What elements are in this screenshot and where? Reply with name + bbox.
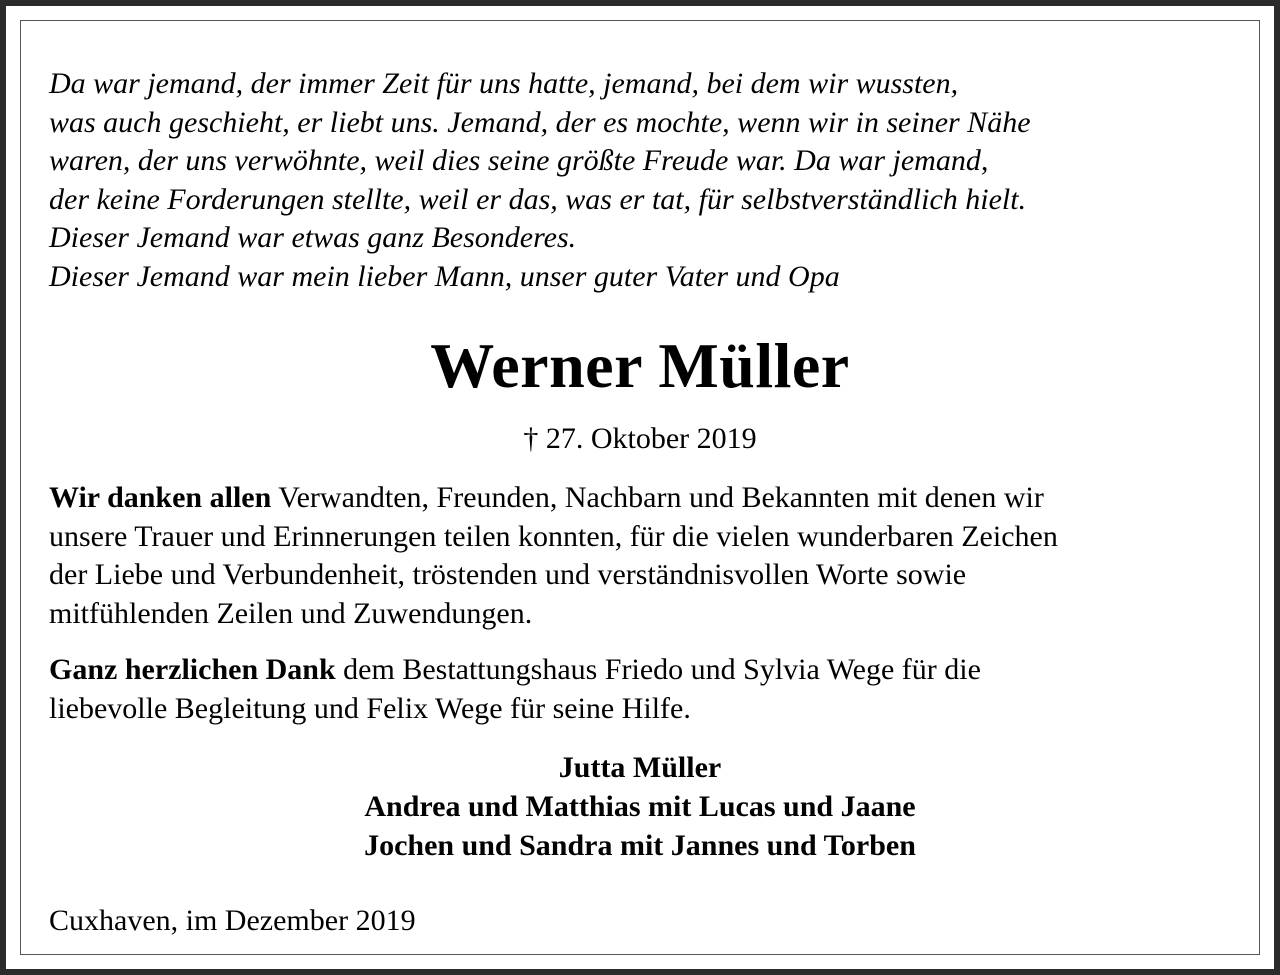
- thanks-line: [49, 479, 1058, 518]
- poem-line: Dieser Jemand war etwas ganz Besonderes.: [49, 221, 577, 254]
- thanks-line: mitfühlenden Zeilen und Zuwendungen.: [49, 596, 533, 630]
- thanks-text: Verwandten, Freunden, Nachbarn und Bekannten mit denen wir: [271, 481, 1044, 514]
- thanks-lead: Ganz herzlichen Dank: [49, 653, 336, 686]
- deceased-name: Werner Müller: [430, 330, 850, 401]
- place-and-date: Cuxhaven, im Dezember 2019: [49, 904, 416, 937]
- thanks-lead: Wir danken allen: [49, 481, 272, 514]
- thanks-paragraph: [49, 479, 1058, 633]
- funeral-home-thanks: [49, 651, 981, 728]
- mourner-line: Andrea und Matthias mit Lucas und Jaane: [364, 790, 916, 823]
- mourners-list: [21, 748, 1259, 865]
- poem-line: Dieser Jemand war mein lieber Mann, unser guter Vater und Opa: [49, 259, 840, 293]
- thanks-text: dem Bestattungshaus Friedo und Sylvia Wege für die: [335, 653, 981, 686]
- poem-line: was auch geschieht, er liebt uns. Jemand, der es mochte, wenn wir in seiner Nähe: [49, 105, 1031, 139]
- poem-line: waren, der uns verwöhnte, weil dies seine größte Freude war. Da war jemand,: [49, 144, 989, 177]
- thanks-line: liebevolle Begleitung und Felix Wege für seine Hilfe.: [49, 691, 691, 725]
- poem-text: [49, 65, 1031, 296]
- obituary-notice: [6, 6, 1274, 969]
- thanks-line: unsere Trauer und Erinnerungen teilen konnten, für die vielen wunderbaren Zeichen: [49, 519, 1058, 553]
- thanks-line: [49, 651, 981, 690]
- mourner-line: Jochen und Sandra mit Jannes und Torben: [364, 829, 916, 862]
- notice-border: [20, 20, 1260, 955]
- poem-line: Da war jemand, der immer Zeit für uns hatte, jemand, bei dem wir wussten,: [49, 67, 959, 100]
- death-date: † 27. Oktober 2019: [523, 422, 757, 455]
- mourner-line: Jutta Müller: [558, 751, 722, 784]
- thanks-line: der Liebe und Verbundenheit, tröstenden und verständnisvollen Worte sowie: [49, 558, 967, 591]
- poem-line: der keine Forderungen stellte, weil er das, was er tat, für selbstverständlich hielt.: [49, 182, 1027, 216]
